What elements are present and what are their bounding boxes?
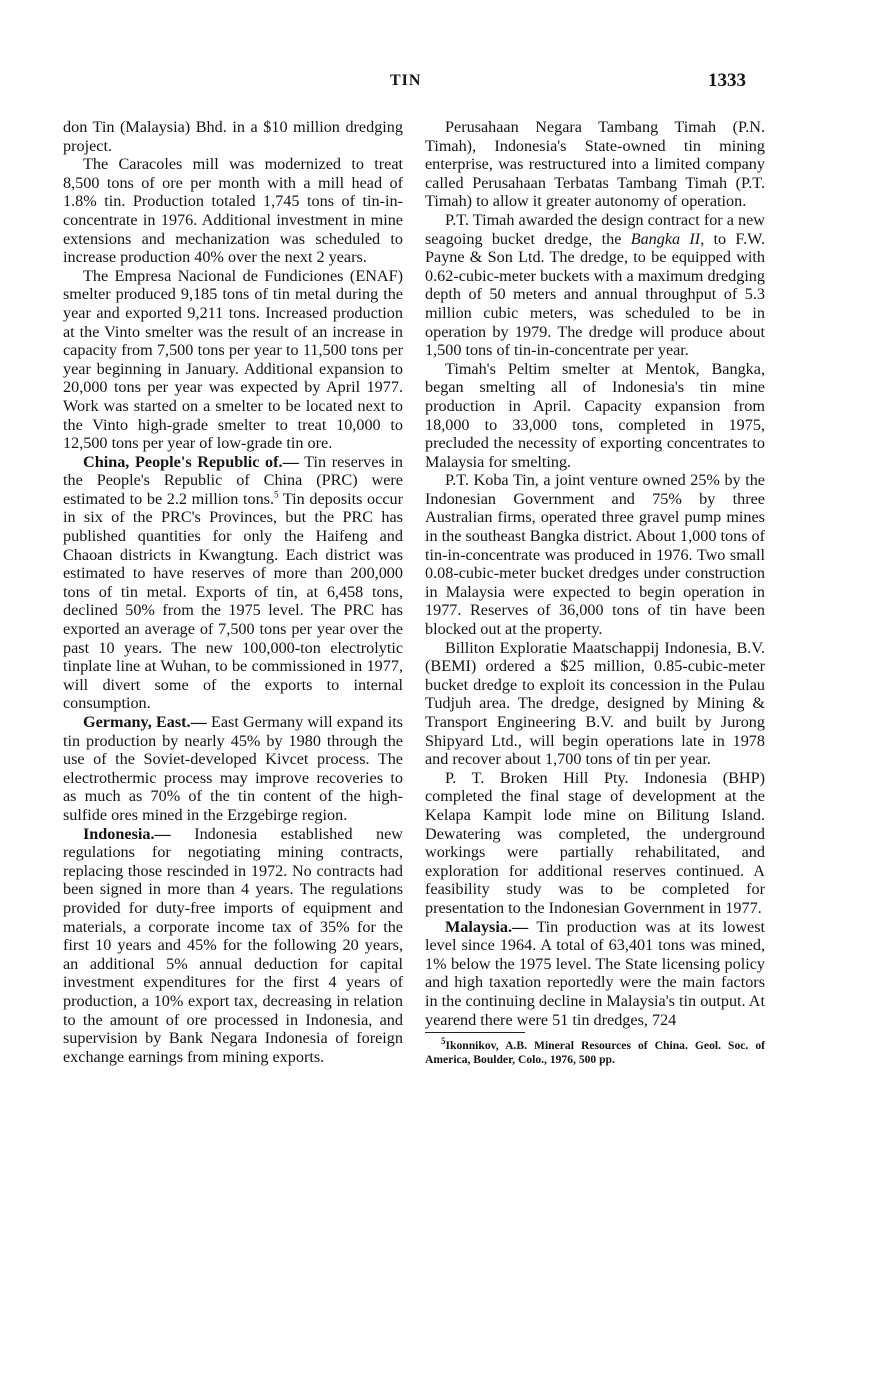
paragraph: Perusahaan Negara Tambang Timah (P.N. Timah), Indonesia's State-owned tin mining enterprise, was restructured into a limited company called Perusahaan Terbatas Tambang Timah (P.T. Timah) to allow it greater autonomy of operation. [425, 118, 765, 211]
paragraph-text: East Germany will expand its tin production by nearly 45% by 1980 through the use of the Soviet-developed Kivcet process. The electrothermic process may improve recoveries to as much as 70% of the tin content of the high-sulfide ores mined in the Erzgebirge region. [63, 713, 403, 824]
footnote-divider [425, 1032, 525, 1033]
footnote [425, 1036, 765, 1066]
footnote-reference: 5 [274, 489, 279, 500]
paragraph: P. T. Broken Hill Pty. Indonesia (BHP) completed the final stage of development at the Kelapa Kampit lode mine on Bilitung Island. Dewatering was completed, the underground workings were partially rehabilitated, and exploration for additional reserves continued. A feasibility study was to be completed for presentation to the Indonesian Government in 1977. [425, 768, 765, 917]
left-column [63, 118, 403, 1066]
paragraph-china [63, 453, 403, 713]
paragraph-text: P.T. Timah awarded the design contract for a new seagoing bucket dredge, the [425, 210, 765, 248]
section-heading: Malaysia.— [445, 917, 529, 936]
paragraph-text: Tin production was at its lowest level since 1964. A total of 63,401 tons was mined, 1% below the 1975 level. The State licensing policy and high taxation reportedly were the main factors in the continuing decline in Malaysia's tin output. At yearend there were 51 tin dredges, 724 [425, 917, 765, 1029]
section-heading: Indonesia.— [83, 824, 171, 843]
paragraph: The Caracoles mill was modernized to treat 8,500 tons of ore per month with a mill head of 1.8% tin. Production totaled 1,745 tons of tin-in-concentrate in 1976. Additional investment in mine extensions and mechanization was scheduled to increase production 40% over the next 2 years. [63, 155, 403, 267]
paragraph: Billiton Exploratie Maatschappij Indonesia, B.V. (BEMI) ordered a $25 million, 0.85-cubic-meter bucket dredge to exploit its concession in the Pulau Tudjuh area. The dredge, designed by Mining & Transport Engineering B.V. and built by Jurong Shipyard Ltd., will begin operations late in 1978 and recover about 1,700 tons of tin per year. [425, 638, 765, 769]
section-heading: Germany, East.— [83, 713, 207, 731]
paragraph: don Tin (Malaysia) Bhd. in a $10 million dredging project. [63, 118, 403, 155]
paragraph-text: Tin deposits occur in six of the PRC's Provinces, but the PRC has published quantities for only the Haifeng and Chaoan districts in Kwangtung. Each district was estimated to have reserves of more than 200,000 tons of tin metal. Exports of tin, at 6,458 tons, declined 50% from the 1975 level. The PRC has exported an average of 7,500 tons per year over the past 10 years. The new 100,000-ton electrolytic tinplate line at Wuhan, to be commissioned in 1977, will divert some of the exports to internal consumption. [63, 489, 404, 713]
paragraph-germany [63, 713, 403, 825]
section-heading: China, People's Republic of.— [83, 452, 299, 471]
paragraph-text: , to F.W. Payne & Son Ltd. The dredge, to be equipped with 0.62-cubic-meter buckets with a maximum dredging depth of 50 meters and annual throughput of 5.3 million cubic meters, was scheduled to be in operation by 1979. The dredge will produce about 1,500 tons of tin-in-concentrate per year. [425, 229, 765, 360]
running-title: TIN [390, 72, 422, 89]
paragraph: Timah's Peltim smelter at Mentok, Bangka, began smelting all of Indonesia's tin mine production in April. Capacity expansion from 18,000 to 33,000 tons, completed in 1975, precluded the necessity of exporting concentrates to Malaysia for smelting. [425, 359, 765, 471]
paragraph: P.T. Koba Tin, a joint venture owned 25% by the Indonesian Government and 75% by three Australian firms, operated three gravel pump mines in the southeast Bangka district. About 1,000 tons of tin-in-concentrate was produced in 1976. Two small 0.08-cubic-meter bucket dredges under construction in Malaysia were expected to begin operation in 1977. Reserves of 36,000 tons of tin have been blocked out at the property. [425, 471, 765, 639]
dredge-name: Bangka II [630, 229, 701, 248]
paragraph-text: Tin reserves in the People's Republic of China (PRC) were estimated to be 2.2 million tons. [63, 452, 403, 508]
right-column [425, 118, 765, 1066]
footnote-marker: 5 [441, 1036, 446, 1047]
paragraph-malaysia [425, 918, 765, 1030]
paragraph-bangka [425, 211, 765, 360]
paragraph: The Empresa Nacional de Fundiciones (ENAF) smelter produced 9,185 tons of tin metal during the year and exported 9,211 tons. Increased production at the Vinto smelter was the result of an increase in capacity from 7,500 tons per year to 11,500 tons per year beginning in January. Additional expansion to 20,000 tons per year was expected by April 1977. Work was started on a smelter to be located next to the Vinto high-grade smelter to treat 10,000 to 12,500 tons per year of low-grade tin ore. [63, 266, 403, 453]
paragraph-text: Indonesia established new regulations for negotiating mining contracts, replacing those rescinded in 1972. No contracts had been signed in more than 4 years. The regulations provided for duty-free imports of equipment and materials, a corporate income tax of 35% for the first 10 years and 45% for the following 20 years, an additional 5% annual deduction for capital investment expenditures for the first 4 years of production, a 10% export tax, decreasing in relation to the amount of ore processed in Indonesia, and supervision by Bank Negara Indonesia of foreign exchange earnings from mining exports. [63, 824, 403, 1066]
page-number: 1333 [708, 70, 746, 91]
footnote-text: Ikonnikov, A.B. Mineral Resources of China. Geol. Soc. of America, Boulder, Colo., 1976, 500 pp. [425, 1039, 765, 1066]
paragraph-indonesia [63, 825, 403, 1067]
